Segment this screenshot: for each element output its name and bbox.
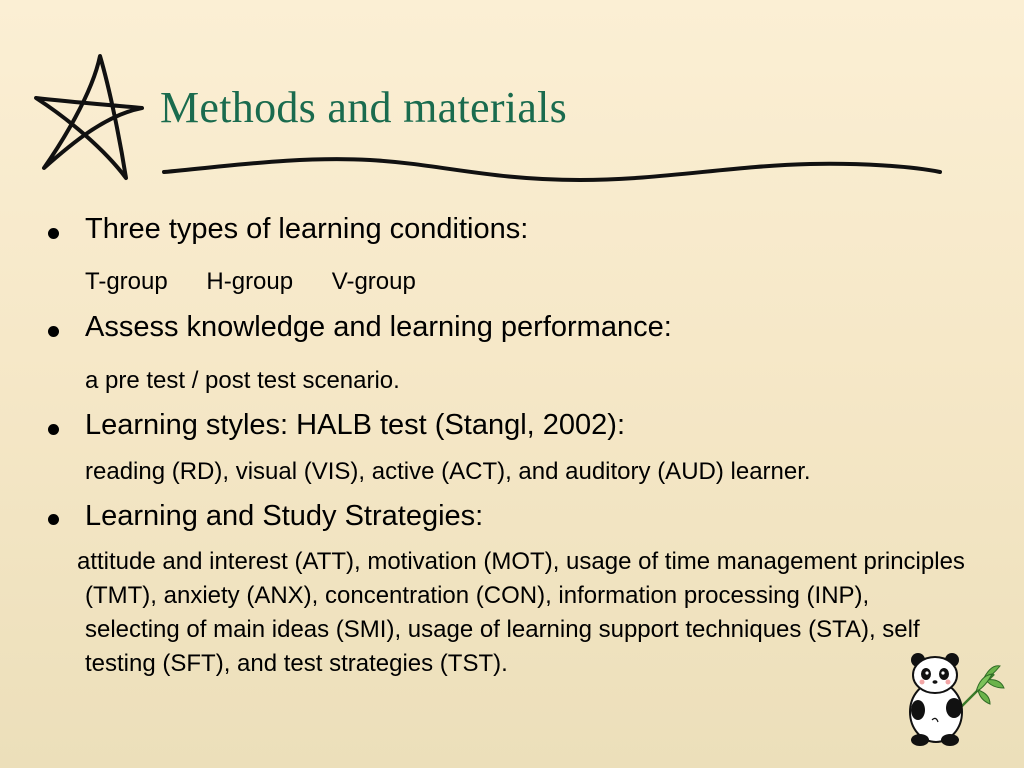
bullet-text: Assess knowledge and learning performance: bbox=[85, 311, 672, 343]
bullet-text: Learning and Study Strategies: bbox=[85, 500, 484, 532]
bullet-detail: attitude and interest (ATT), motivation (MOT), usage of time management principles (TMT), anxiety (ANX), concentration (CON), information processing (INP), selecting of main ideas (SMI), usage of learning support techniques (STA), self testing (SFT), and test strategies (TST). bbox=[77, 548, 965, 677]
group-item: T-group bbox=[85, 268, 168, 295]
bullet-dot bbox=[48, 514, 59, 525]
group-list bbox=[85, 268, 448, 296]
panda-icon bbox=[898, 648, 1008, 748]
bullet-dot bbox=[48, 326, 59, 337]
bullet-text: Three types of learning conditions: bbox=[85, 213, 529, 245]
bullet-text: Learning styles: HALB test (Stangl, 2002): bbox=[85, 409, 626, 441]
bullet-dot bbox=[48, 228, 59, 239]
group-item: H-group bbox=[206, 268, 294, 295]
bullet-detail: reading (RD), visual (VIS), active (ACT), and auditory (AUD) learner. bbox=[85, 458, 811, 485]
star-icon bbox=[30, 50, 148, 185]
group-item: V-group bbox=[331, 268, 416, 295]
title-underline bbox=[160, 150, 950, 190]
bullet-dot bbox=[48, 424, 59, 435]
page-title: Methods and materials bbox=[160, 83, 568, 132]
bullet-detail: a pre test / post test scenario. bbox=[85, 367, 400, 394]
